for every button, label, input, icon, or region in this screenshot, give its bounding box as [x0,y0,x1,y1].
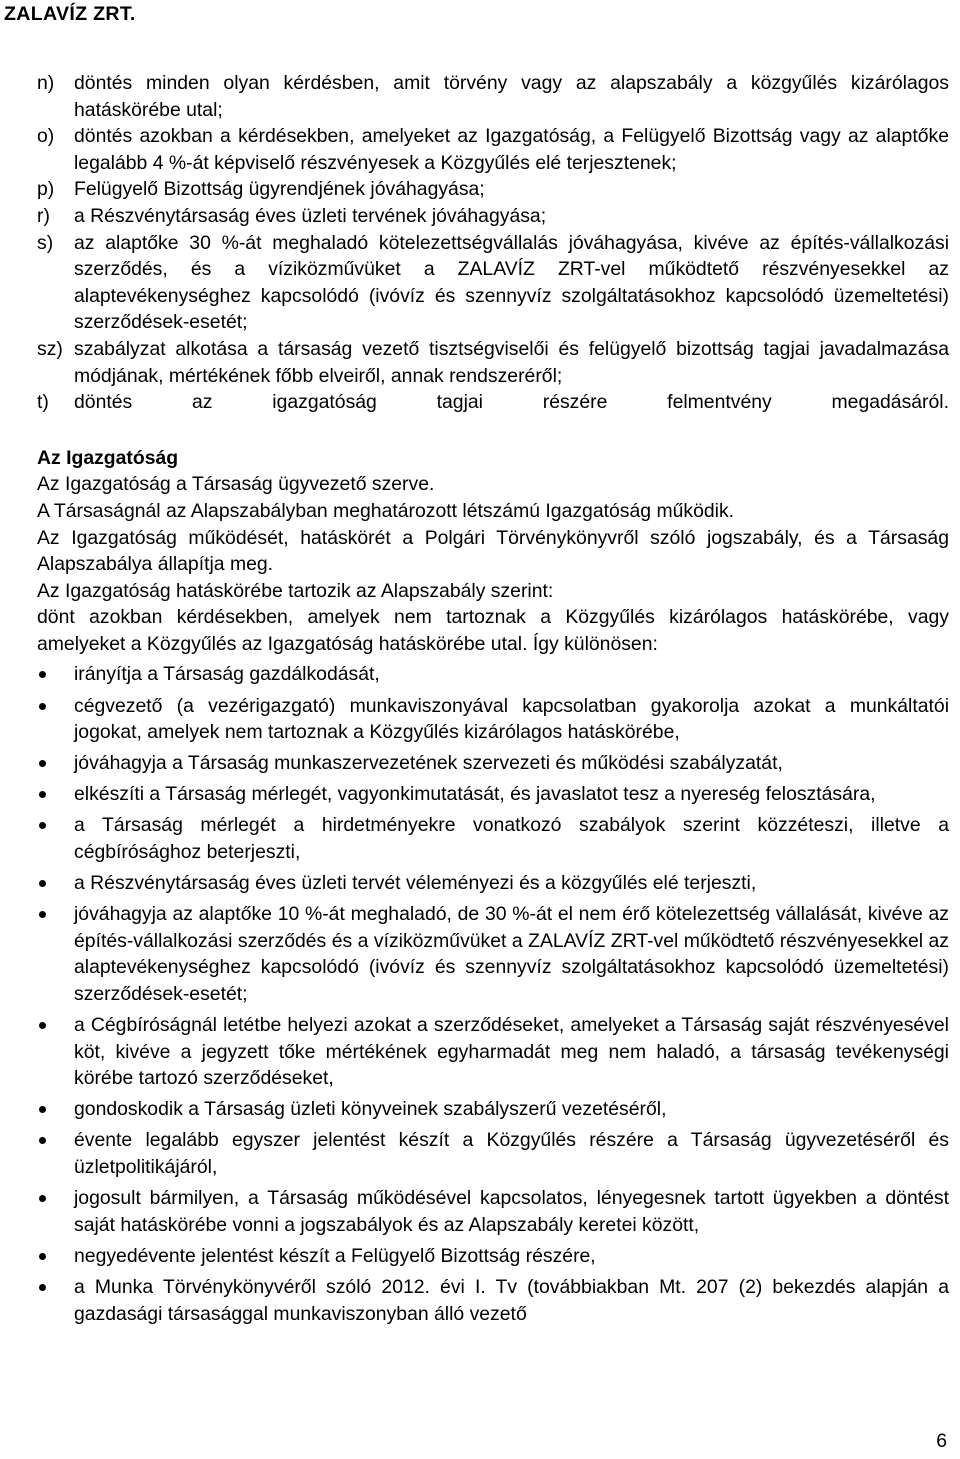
bullet-item [37,750,949,777]
bullet-text: évente legalább egyszer jelentést készít a Közgyűlés részére a Társaság ügyvezetéséről és üzletpolitikájáról, [74,1129,949,1179]
list-item-text: döntés minden olyan kérdésben, amit törvény vagy az alapszabály a közgyűlés kizárólagos hatáskörébe utal; [74,72,949,121]
list-item-text: az alaptőke 30 %-át meghaladó kötelezettségvállalás jóváhagyása, kivéve az építés-vállalkozási szerződés, és a víziközművüket a ZALAVÍZ ZRT-vel működtető részvényesekkel az alaptevékenységhez kapcsolódó (ivóvíz és szennyvíz szolgáltatásokhoz kapcsolódó üzemeltetési) szerződések-esetét; [74,231,949,334]
list-marker: n) [37,72,55,94]
list-marker: s) [37,231,54,254]
bullet-text: cégvezető (a vezérigazgató) munkaviszonyával kapcsolatban gyakorolja azokat a munkáltatói jogokat, amelyek nem tartoznak a Közgyűlés kizárólagos hatáskörébe, [74,694,949,744]
list-item-text: a Részvénytársaság éves üzleti tervének jóváhagyása; [74,204,547,227]
bullet-text: elkészíti a Társaság mérlegét, vagyonkimutatását, és javaslatot tesz a nyereség felosztására, [74,783,876,806]
list-marker: sz) [37,337,63,360]
company-header: ZALAVÍZ ZRT. [4,3,136,25]
bullet-dot-icon [39,880,46,887]
bullet-item [37,901,949,1007]
bullet-text: jóváhagyja a Társaság munkaszervezetének szervezeti és működési szabályzatát, [74,752,783,775]
bullet-text: irányítja a Társaság gazdálkodását, [74,663,380,686]
list-item [37,123,949,176]
bullet-item [37,1185,949,1238]
list-item [37,389,949,416]
list-item [37,336,949,389]
list-item [37,70,949,123]
list-marker: t) [37,391,49,414]
list-item-text: döntés az igazgatóság tagjai részére felmentvény megadásáról. [74,391,949,414]
bullet-item [37,1243,949,1270]
paragraph: Az Igazgatóság hatáskörébe tartozik az Alapszabály szerint: [37,579,554,602]
bullet-text: jóváhagyja az alaptőke 10 %-át meghaladó, de 30 %-át el nem érő kötelezettség vállalását, kivéve az építés-vállalkozási szerződés és a víziközművüket a ZALAVÍZ ZRT-vel működtető részvényesekkel az alaptevékenységhez kapcsolódó (ivóvíz és szennyvíz szolgáltatásokhoz kapcsolódó üzemeltetési) szerződések-esetét; [74,903,949,1005]
page-number: 6 [936,1430,947,1452]
bullet-text: jogosult bármilyen, a Társaság működésével kapcsolatos, lényegesnek tartott ügyekben a döntést saját hatáskörébe vonni a jogszabályok és az Alapszabály keretei között, [74,1187,949,1236]
bullet-dot-icon [39,791,46,798]
bullet-item [37,1127,949,1180]
bullet-text: negyedévente jelentést készít a Felügyelő Bizottság részére, [74,1244,596,1267]
section-heading: Az Igazgatóság [37,446,179,469]
bullet-text: gondoskodik a Társaság üzleti könyveinek szabályszerű vezetéséről, [74,1098,667,1121]
bullet-item [37,812,949,865]
list-item-text: döntés azokban a kérdésekben, amelyeket az Igazgatóság, a Felügyelő Bizottság vagy az alaptőke legalább 4 %-át képviselő részvényesek a Közgyűlés elé terjesztenek; [74,125,949,174]
list-item-text: Felügyelő Bizottság ügyrendjének jóváhagyása; [74,178,485,201]
bullet-dot-icon [39,760,46,767]
bullet-dot-icon [39,1284,46,1291]
list-marker: r) [37,204,50,227]
bullet-dot-icon [39,1253,46,1260]
bullet-dot-icon [39,703,46,710]
document-body [37,70,949,1332]
list-item [37,203,949,230]
bullet-dot-icon [39,1195,46,1202]
list-item [37,230,949,336]
bullet-text: a Munka Törvénykönyvéről szóló 2012. évi I. Tv (továbbiakban Mt. 207 (2) bekezdés alapján a gazdasági társasággal munkaviszonyban álló vezető [74,1275,949,1325]
bullet-dot-icon [39,822,46,829]
bullet-dot-icon [39,1137,46,1144]
paragraph: dönt azokban kérdésekben, amelyek nem tartoznak a Közgyűlés kizárólagos hatáskörébe, vagy amelyeket a Közgyűlés az Igazgatóság hatáskörébe utal. Így különösen: [37,606,949,655]
bullet-text: a Cégbíróságnál letétbe helyezi azokat a szerződéseket, amelyeket a Társaság saját részvényesével köt, kivéve a jegyzett tőke mértékének egyharmadát meg nem haladó, a társaság tevékenységi körébe tartozó szerződéseket, [74,1014,949,1090]
paragraph: Az Igazgatóság a Társaság ügyvezető szerve. [37,473,435,496]
list-item-text: szabályzat alkotása a társaság vezető tisztségviselői és felügyelő bizottság tagjai javadalmazása módjának, mértékének főbb elveiről, annak rendszeréről; [74,337,949,387]
bullet-item [37,1274,949,1327]
bullet-item [37,661,949,688]
bullet-list [37,661,949,1327]
paragraph: A Társaságnál az Alapszabályban meghatározott létszámú Igazgatóság működik. [37,499,735,522]
list-marker: p) [37,178,55,201]
bullet-text: a Részvénytársaság éves üzleti tervét véleményezi és a közgyűlés elé terjeszti, [74,872,757,895]
bullet-dot-icon [39,671,46,678]
bullet-item [37,1096,949,1123]
bullet-item [37,870,949,897]
bullet-dot-icon [39,1022,46,1029]
list-marker: o) [37,125,55,148]
bullet-text: a Társaság mérlegét a hirdetményekre vonatkozó szabályok szerint közzéteszi, illetve a cégbírósághoz beterjeszti, [74,814,949,864]
bullet-item [37,693,949,746]
bullet-item [37,781,949,808]
bullet-dot-icon [39,1106,46,1113]
bullet-dot-icon [39,911,46,918]
bullet-item [37,1012,949,1092]
paragraph: Az Igazgatóság működését, hatáskörét a Polgári Törvénykönyvről szóló jogszabály, és a Társaság Alapszabálya állapítja meg. [37,526,949,576]
list-item [37,176,949,203]
